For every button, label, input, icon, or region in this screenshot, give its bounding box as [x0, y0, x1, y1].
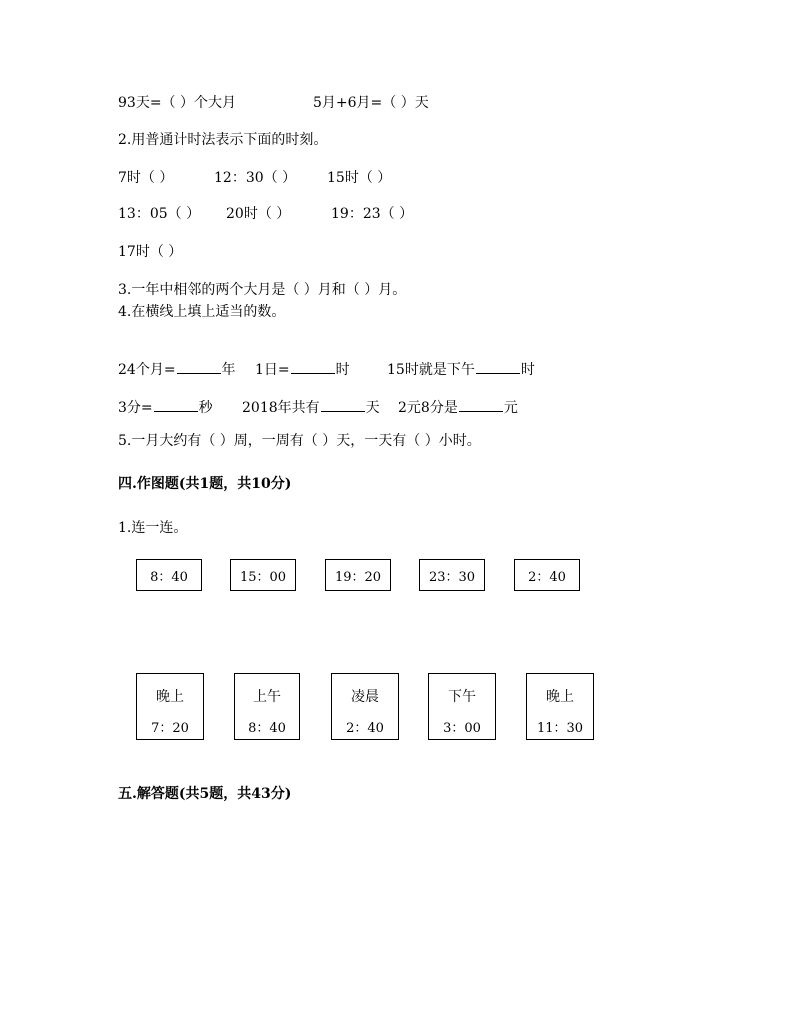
- q4-item: [398, 397, 518, 417]
- q4-item: [387, 359, 535, 379]
- period-label: 下午: [448, 689, 476, 705]
- answer-blank: [154, 397, 198, 412]
- q4-item-prefix: 2元8分是: [398, 400, 458, 416]
- q4-item-unit: 年: [221, 362, 236, 378]
- period-time: 7：20: [151, 721, 189, 736]
- q4-item-unit: 时: [335, 362, 350, 378]
- q5-text: 5.一月大约有（ ）周，一周有（ ）天，一天有（ ）小时。: [118, 433, 481, 449]
- q4-item-unit: 元: [503, 400, 518, 416]
- answer-blank: [321, 397, 365, 412]
- q3-text: 3.一年中相邻的两个大月是（ ）月和（ ）月。: [118, 282, 407, 298]
- q2-item: 13：05（ ）: [118, 206, 201, 222]
- period-time-box: [331, 673, 399, 740]
- q4-item-prefix: 3分=: [118, 400, 153, 416]
- answer-blank: [476, 359, 520, 374]
- q2-item: 15时（ ）: [327, 170, 392, 186]
- answer-blank: [177, 359, 221, 374]
- period-time: 11：30: [536, 721, 584, 736]
- time-box: 23：30: [419, 559, 485, 591]
- q2-item: 19：23（ ）: [331, 206, 414, 222]
- q4-item: [255, 359, 350, 379]
- period-label: 凌晨: [351, 689, 379, 705]
- answer-blank: [459, 397, 503, 412]
- time-box: 8：40: [136, 559, 202, 591]
- q2-item: 20时（ ）: [226, 206, 291, 222]
- q4-item-prefix: 15时就是下午: [387, 362, 475, 378]
- q4-item-prefix: 2018年共有: [242, 400, 320, 416]
- period-time-box: [136, 673, 204, 740]
- q4-item: [242, 397, 380, 417]
- answer-blank: [291, 359, 335, 374]
- time-box: 15：00: [230, 559, 296, 591]
- q2-item: 12：30（ ）: [214, 170, 297, 186]
- q4-item-unit: 天: [365, 400, 380, 416]
- period-time-box: [234, 673, 300, 740]
- q2-item: 17时（ ）: [118, 244, 183, 260]
- q4-title: 4.在横线上填上适当的数。: [118, 304, 286, 320]
- section4-heading: 四.作图题(共1题，共10分): [118, 476, 292, 492]
- q4-item: [118, 397, 213, 417]
- q2-item: 7时（ ）: [118, 170, 174, 186]
- q2-title: 2.用普通计时法表示下面的时刻。: [118, 132, 328, 148]
- period-time-box: [526, 673, 594, 740]
- period-time: 8：40: [248, 721, 286, 736]
- q4-item: [118, 359, 236, 379]
- q1-part-a: 93天=（ ）个大月: [118, 95, 236, 111]
- section5-heading: 五.解答题(共5题，共43分): [118, 786, 292, 802]
- q4-item-prefix: 1日=: [255, 362, 290, 378]
- q1-part-b: 5月+6月=（ ）天: [313, 95, 429, 111]
- q4-item-unit: 时: [520, 362, 535, 378]
- time-box: 2：40: [514, 559, 580, 591]
- time-box: 19：20: [325, 559, 391, 591]
- section4-q1-title: 1.连一连。: [118, 520, 188, 536]
- period-label: 上午: [253, 689, 281, 705]
- period-label: 晚上: [156, 689, 184, 705]
- period-time-box: [428, 673, 496, 740]
- period-label: 晚上: [546, 689, 574, 705]
- period-time: 2：40: [346, 721, 384, 736]
- q4-item-prefix: 24个月=: [118, 362, 176, 378]
- period-time: 3：00: [443, 721, 481, 736]
- q4-item-unit: 秒: [198, 400, 213, 416]
